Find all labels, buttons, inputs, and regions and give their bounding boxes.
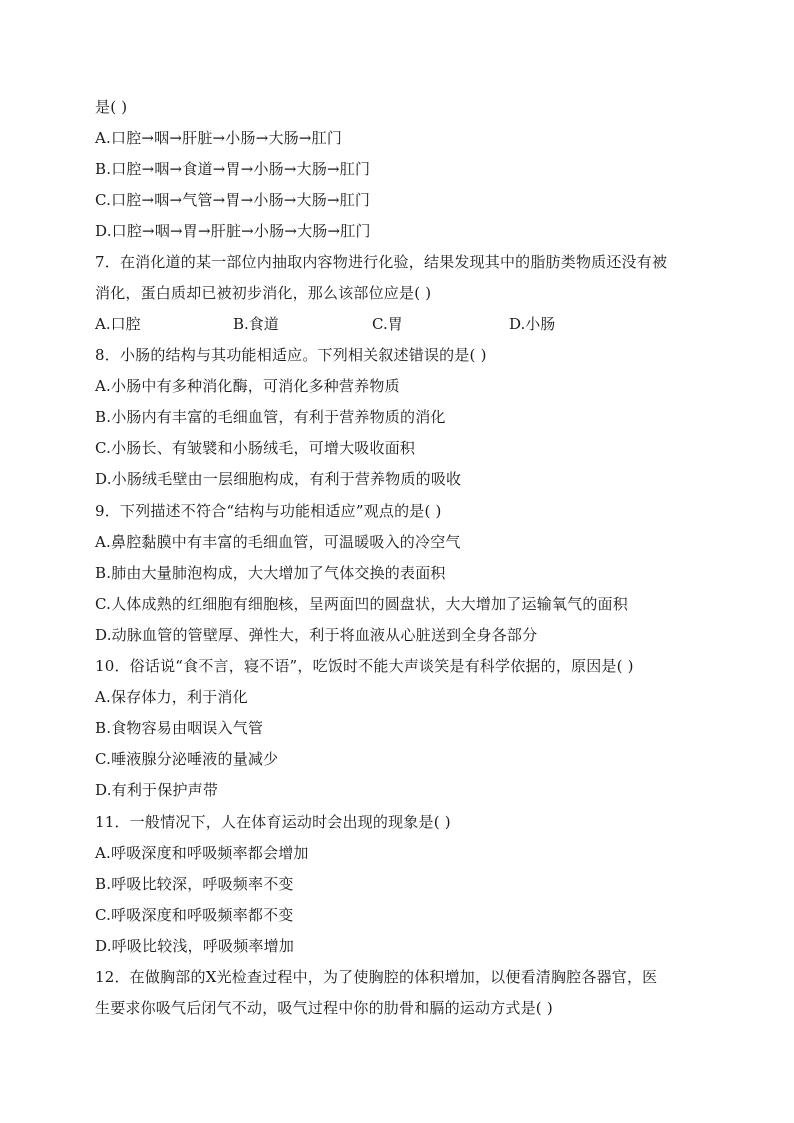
q10-option-a: A.保存体力，利于消化 xyxy=(95,688,248,706)
q11-option-d: D.呼吸比较浅，呼吸频率增加 xyxy=(95,937,295,955)
q7-stem-line1: 7．在消化道的某一部位内抽取内容物进行化验，结果发现其中的脂肪类物质还没有被 xyxy=(95,253,668,271)
q11-option-c: C.呼吸深度和呼吸频率都不变 xyxy=(95,906,294,924)
q10-option-c: C.唾液腺分泌唾液的量减少 xyxy=(95,750,279,768)
q9-option-c: C.人体成熟的红细胞有细胞核，呈两面凹的圆盘状，大大增加了运输氧气的面积 xyxy=(95,595,628,613)
q6-option-c: C.口腔→咽→气管→胃→小肠→大肠→肛门 xyxy=(95,191,371,209)
q9-option-a: A.鼻腔黏膜中有丰富的毛细血管，可温暖吸入的冷空气 xyxy=(95,533,461,551)
q9-option-d: D.动脉血管的管壁厚、弹性大，利于将血液从心脏送到全身各部分 xyxy=(95,626,538,644)
q7-option-a: A.口腔 xyxy=(95,315,141,333)
q8-option-d: D.小肠绒毛壁由一层细胞构成，有利于营养物质的吸收 xyxy=(95,470,462,488)
q8-option-c: C.小肠长、有皱襞和小肠绒毛，可增大吸收面积 xyxy=(95,439,416,457)
q7-stem-line2: 消化，蛋白质却已被初步消化，那么该部位应是( ) xyxy=(95,284,432,302)
q12-stem-line2: 生要求你吸气后闭气不动，吸气过程中你的肋骨和膈的运动方式是( ) xyxy=(95,999,553,1017)
q11-stem: 11．一般情况下，人在体育运动时会出现的现象是( ) xyxy=(95,813,451,831)
q12-stem-line1: 12．在做胸部的X光检查过程中，为了使胸腔的体积增加，以便看清胸腔各器官，医 xyxy=(95,968,658,986)
q6-stem-tail: 是( ) xyxy=(95,98,128,116)
q11-option-b: B.呼吸比较深，呼吸频率不变 xyxy=(95,875,294,893)
q7-option-b: B.食道 xyxy=(233,315,279,333)
q11-option-a: A.呼吸深度和呼吸频率都会增加 xyxy=(95,844,309,862)
q7-option-c: C.胃 xyxy=(372,315,403,333)
q8-option-a: A.小肠中有多种消化酶，可消化多种营养物质 xyxy=(95,377,400,395)
q9-option-b: B.肺由大量肺泡构成，大大增加了气体交换的表面积 xyxy=(95,564,446,582)
q8-option-b: B.小肠内有丰富的毛细血管，有利于营养物质的消化 xyxy=(95,408,446,426)
q9-stem: 9．下列描述不符合“结构与功能相适应”观点的是( ) xyxy=(95,502,442,520)
q6-option-b: B.口腔→咽→食道→胃→小肠→大肠→肛门 xyxy=(95,160,371,178)
q7-option-d: D.小肠 xyxy=(509,315,556,333)
q10-stem: 10．俗话说“食不言，寝不语”，吃饭时不能大声谈笑是有科学依据的，原因是( ) xyxy=(95,657,634,675)
q10-option-b: B.食物容易由咽误入气管 xyxy=(95,719,264,737)
q10-option-d: D.有利于保护声带 xyxy=(95,781,219,799)
q6-option-d: D.口腔→咽→胃→肝脏→小肠→大肠→肛门 xyxy=(95,222,371,240)
q8-stem: 8．小肠的结构与其功能相适应。下列相关叙述错误的是( ) xyxy=(95,346,487,364)
q6-option-a: A.口腔→咽→肝脏→小肠→大肠→肛门 xyxy=(95,129,343,147)
